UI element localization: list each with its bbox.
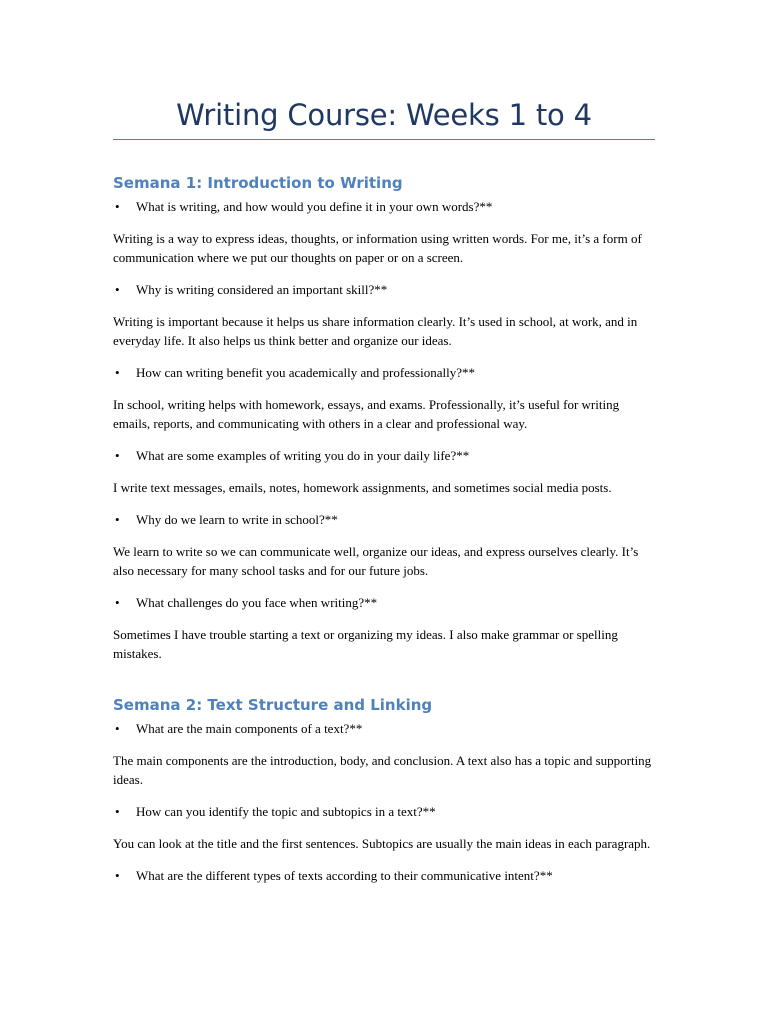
- bullet-question: [113, 197, 655, 216]
- question-answer-block: [113, 866, 655, 885]
- bullet-icon: •: [115, 595, 120, 610]
- bullet-question: [113, 866, 655, 885]
- question-text: How can writing benefit you academically and professionally?**: [136, 365, 475, 380]
- bullet-icon: •: [115, 868, 120, 883]
- question-answer-block: [113, 719, 655, 789]
- section-heading: Semana 2: Text Structure and Linking: [113, 696, 433, 714]
- question-text: What challenges do you face when writing?**: [136, 595, 378, 610]
- question-text: What are some examples of writing you do in your daily life?**: [136, 448, 470, 463]
- document-page: [113, 0, 655, 885]
- bullet-question: [113, 593, 655, 612]
- bullet-icon: •: [115, 282, 120, 297]
- bullet-icon: •: [115, 448, 120, 463]
- bullet-question: [113, 802, 655, 821]
- bullet-icon: •: [115, 721, 120, 736]
- answer-paragraph: Writing is a way to express ideas, thoughts, or information using written words. For me, it’s a form of communication where we put our thoughts on paper or on a screen.: [113, 231, 642, 265]
- title-underline-divider: [113, 139, 655, 140]
- question-answer-block: [113, 510, 655, 580]
- answer-paragraph: The main components are the introduction, body, and conclusion. A text also has a topic and supporting ideas.: [113, 753, 652, 787]
- bullet-icon: •: [115, 512, 120, 527]
- bullet-question: [113, 280, 655, 299]
- bullet-question: [113, 510, 655, 529]
- bullet-icon: •: [115, 365, 120, 380]
- question-text: What is writing, and how would you define it in your own words?**: [136, 199, 493, 214]
- question-answer-block: [113, 446, 655, 497]
- question-answer-block: [113, 280, 655, 350]
- bullet-icon: •: [115, 804, 120, 819]
- question-text: What are the different types of texts according to their communicative intent?**: [136, 868, 553, 883]
- answer-paragraph: Sometimes I have trouble starting a text or organizing my ideas. I also make grammar or spelling mistakes.: [113, 627, 618, 661]
- section-week-1: [113, 173, 655, 663]
- answer-paragraph: Writing is important because it helps us share information clearly. It’s used in school, at work, and in everyday life. It also helps us think better and organize our ideas.: [113, 314, 638, 348]
- bullet-question: [113, 446, 655, 465]
- question-text: How can you identify the topic and subtopics in a text?**: [136, 804, 436, 819]
- answer-paragraph: We learn to write so we can communicate well, organize our ideas, and express ourselves clearly. It’s also necessary for many school tasks and for our future jobs.: [113, 544, 639, 578]
- document-title: Writing Course: Weeks 1 to 4: [176, 98, 592, 132]
- question-text: Why is writing considered an important skill?**: [136, 282, 388, 297]
- answer-paragraph: You can look at the title and the first sentences. Subtopics are usually the main ideas in each paragraph.: [113, 836, 651, 851]
- bullet-question: [113, 363, 655, 382]
- question-answer-block: [113, 593, 655, 663]
- question-text: What are the main components of a text?**: [136, 721, 363, 736]
- bullet-question: [113, 719, 655, 738]
- question-answer-block: [113, 197, 655, 267]
- section-week-2: [113, 695, 655, 885]
- bullet-icon: •: [115, 199, 120, 214]
- question-text: Why do we learn to write in school?**: [136, 512, 338, 527]
- section-heading: Semana 1: Introduction to Writing: [113, 174, 403, 192]
- answer-paragraph: I write text messages, emails, notes, homework assignments, and sometimes social media posts.: [113, 480, 612, 495]
- answer-paragraph: In school, writing helps with homework, essays, and exams. Professionally, it’s useful for writing emails, reports, and communicating with others in a clear and professional way.: [113, 397, 620, 431]
- question-answer-block: [113, 802, 655, 853]
- question-answer-block: [113, 363, 655, 433]
